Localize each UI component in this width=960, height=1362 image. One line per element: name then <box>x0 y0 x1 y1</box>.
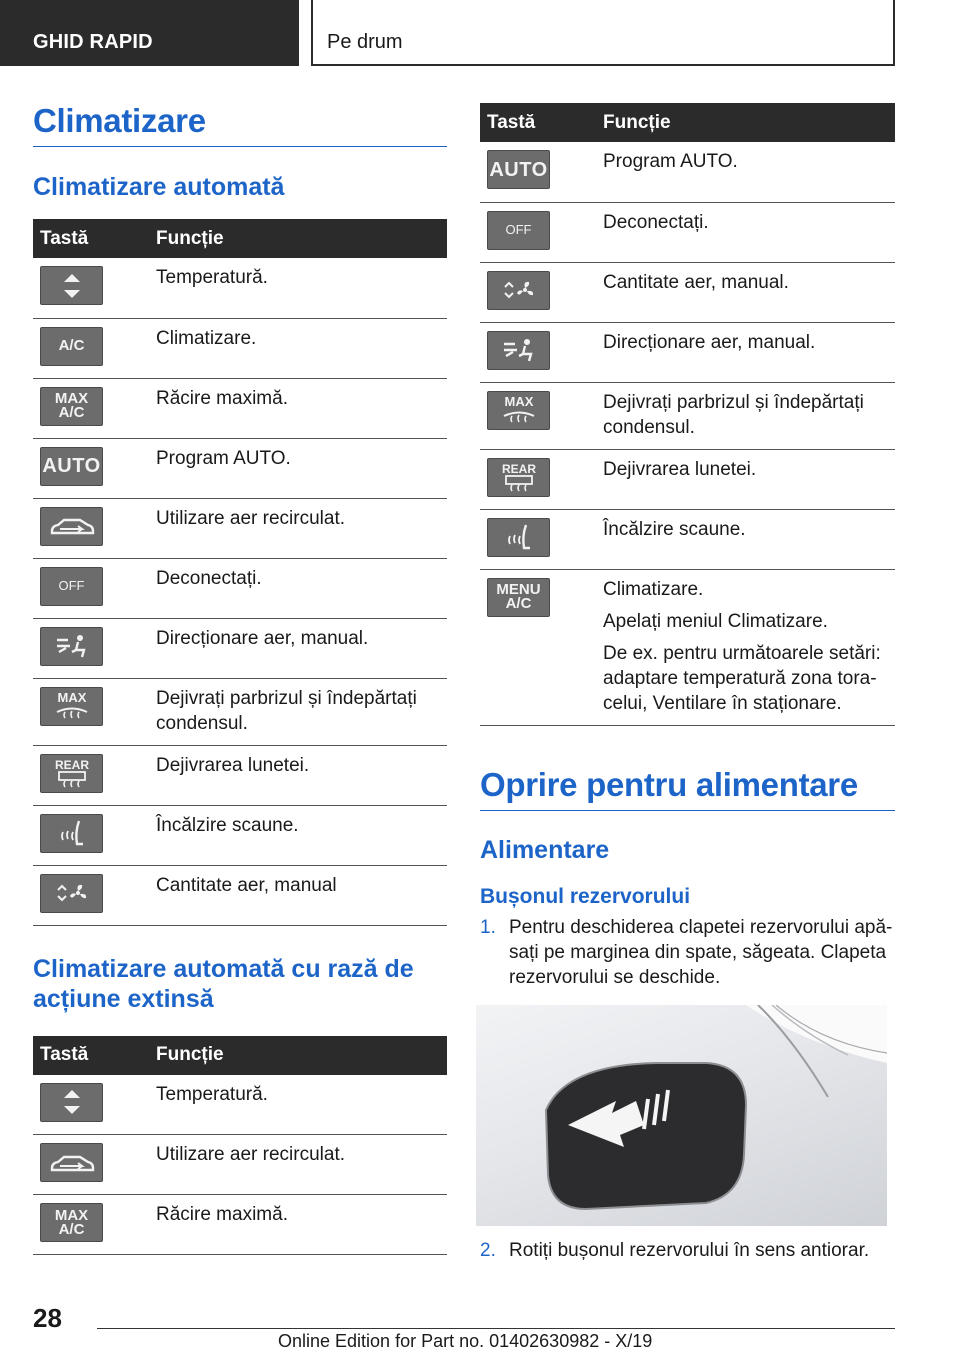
fan-key-icon <box>40 874 103 913</box>
climate-continued-table <box>480 103 895 726</box>
function-text: Deconectați. <box>603 202 895 262</box>
air-direction-key-icon <box>487 331 550 370</box>
table-row <box>33 865 447 925</box>
table-header-row <box>480 103 895 142</box>
recirculation-key-icon <box>40 507 103 546</box>
extended-climate-table <box>33 1036 447 1256</box>
temperature-key-icon <box>40 1083 103 1122</box>
function-text: Direcționare aer, manual. <box>603 322 895 382</box>
function-text: Dejivrați parbrizul și îndepărtați condensul. <box>156 678 447 745</box>
table-row <box>33 1075 447 1135</box>
table-row <box>33 618 447 678</box>
air-direction-key-icon <box>40 627 103 666</box>
table-row <box>33 258 447 318</box>
table-row <box>33 745 447 805</box>
fuel-steps-list-continued <box>480 1238 895 1263</box>
header-chapter: Pe drum <box>327 31 403 53</box>
function-text: Încălzire scaune. <box>603 509 895 569</box>
right-column <box>480 103 895 1263</box>
table-row <box>33 438 447 498</box>
table-row <box>480 202 895 262</box>
footer-rule <box>97 1328 895 1329</box>
table-row <box>480 449 895 509</box>
header-chapter-tab <box>311 0 895 66</box>
function-text: Climatizare. Apelați meniul Climatizare. De ex. pentru următoarele setări: adaptare temperatură zona tora-celui, Ventilare în staționare. <box>603 569 895 725</box>
rear-defrost-key-icon <box>40 754 103 793</box>
fuel-steps-list <box>480 915 895 990</box>
table-row <box>480 382 895 449</box>
page-number: 28 <box>33 1303 62 1333</box>
function-text: Climatizare. <box>156 318 447 378</box>
function-text: Program AUTO. <box>603 142 895 202</box>
col-header-function: Funcție <box>156 219 447 258</box>
edition-text: Online Edition for Part no. 01402630982 - X/19 <box>278 1331 653 1351</box>
page-title: Climatizare <box>33 102 447 147</box>
refuel-subheading: Alimentare <box>480 835 610 864</box>
function-text: Temperatură. <box>156 258 447 318</box>
max-ac-key-icon: MAX A/C <box>40 387 103 426</box>
recirculation-key-icon <box>40 1143 103 1182</box>
table-row <box>33 805 447 865</box>
left-column <box>33 102 447 1255</box>
col-header-function: Funcție <box>156 1036 447 1075</box>
table-header-row <box>33 219 447 258</box>
function-text: Dejivrarea lunetei. <box>156 745 447 805</box>
svg-text:MAX: MAX <box>504 394 533 409</box>
function-text: Utilizare aer recirculat. <box>156 498 447 558</box>
fuel-flap-illustration <box>476 1005 887 1226</box>
col-header-key: Tastă <box>33 1036 156 1075</box>
list-item: 2. Rotiți bușonul rezervorului în sens antiorar. <box>480 1239 870 1261</box>
table-row <box>480 509 895 569</box>
table-row <box>480 569 895 725</box>
function-text: Răcire maximă. <box>156 378 447 438</box>
table-row <box>33 378 447 438</box>
table-row <box>480 322 895 382</box>
off-key-icon: OFF <box>487 211 550 250</box>
table-row <box>33 498 447 558</box>
function-text: Dejivrați parbrizul și îndepărtați condensul. <box>603 382 895 449</box>
extended-climate-heading: Climatizare automată cu rază de acțiune extinsă <box>33 954 414 1013</box>
auto-climate-table <box>33 219 447 926</box>
function-text: Deconectați. <box>156 558 447 618</box>
function-text: Direcționare aer, manual. <box>156 618 447 678</box>
max-ac-key-icon: MAX A/C <box>40 1203 103 1242</box>
col-header-function: Funcție <box>603 103 895 142</box>
fuel-flap-photo <box>476 1005 887 1226</box>
col-header-key: Tastă <box>33 219 156 258</box>
table-row <box>33 1135 447 1195</box>
col-header-key: Tastă <box>480 103 603 142</box>
header-section: GHID RAPID <box>33 31 153 53</box>
function-text: Program AUTO. <box>156 438 447 498</box>
fan-key-icon <box>487 271 550 310</box>
seat-heat-key-icon <box>40 814 103 853</box>
off-key-icon: OFF <box>40 567 103 606</box>
page-footer <box>0 1300 960 1362</box>
function-text: Încălzire scaune. <box>156 805 447 865</box>
list-item: 1. Pentru deschiderea clapetei rezervorului apă-sați pe marginea din spate, săgeata. Clapeta rezervorului se deschide. <box>480 916 893 988</box>
function-text: Răcire maximă. <box>156 1195 447 1255</box>
seat-heat-key-icon <box>487 518 550 557</box>
table-row <box>33 558 447 618</box>
table-row <box>33 678 447 745</box>
auto-key-icon: AUTO <box>40 447 103 486</box>
auto-key-icon: AUTO <box>487 150 550 189</box>
table-row <box>480 142 895 202</box>
max-defrost-key-icon <box>487 391 550 430</box>
table-header-row <box>33 1036 447 1075</box>
ac-key-icon: A/C <box>40 327 103 366</box>
function-text: Temperatură. <box>156 1075 447 1135</box>
max-defrost-key-icon <box>40 687 103 726</box>
function-text: Cantitate aer, manual. <box>603 262 895 322</box>
svg-text:REAR: REAR <box>54 758 89 772</box>
svg-text:REAR: REAR <box>501 462 536 476</box>
function-text: Utilizare aer recirculat. <box>156 1135 447 1195</box>
table-row <box>33 1195 447 1255</box>
menu-ac-key-icon: MENU A/C <box>487 578 550 617</box>
fuel-cap-heading: Bușonul rezervorului <box>480 884 691 908</box>
table-row <box>33 318 447 378</box>
rear-defrost-key-icon <box>487 458 550 497</box>
auto-climate-heading: Climatizare automată <box>33 173 285 201</box>
svg-text:MAX: MAX <box>57 690 86 705</box>
table-row <box>480 262 895 322</box>
refuel-heading: Oprire pentru alimentare <box>480 766 895 811</box>
function-text: Dejivrarea lunetei. <box>603 449 895 509</box>
function-text: Cantitate aer, manual <box>156 865 447 925</box>
header-section-tab <box>0 0 299 66</box>
temperature-key-icon <box>40 266 103 305</box>
